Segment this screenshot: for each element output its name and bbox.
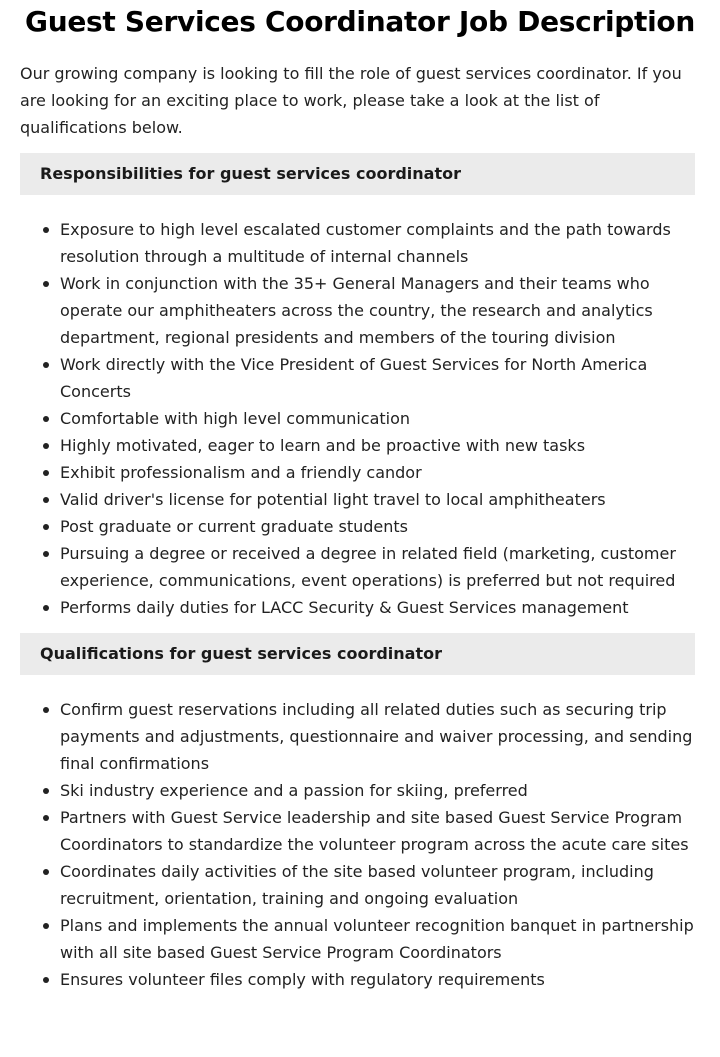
page-title: Guest Services Coordinator Job Description — [25, 5, 695, 38]
responsibility-item: Performs daily duties for LACC Security & Guest Services management — [60, 594, 700, 621]
qualification-item: Confirm guest reservations including all related duties such as securing trip payments and adjustments, questionnaire and waiver processing, and sending final confirmations — [60, 696, 700, 777]
responsibility-item: Highly motivated, eager to learn and be proactive with new tasks — [60, 432, 700, 459]
responsibilities-heading: Responsibilities for guest services coordinator — [20, 153, 695, 195]
qualifications-list — [0, 696, 700, 993]
responsibility-item: Exposure to high level escalated customer complaints and the path towards resolution through a multitude of internal channels — [60, 216, 700, 270]
responsibility-item: Valid driver's license for potential light travel to local amphitheaters — [60, 486, 700, 513]
responsibility-item: Pursuing a degree or received a degree in related field (marketing, customer experience, communications, event operations) is preferred but not required — [60, 540, 700, 594]
qualification-item: Partners with Guest Service leadership and site based Guest Service Program Coordinators to standardize the volunteer program across the acute care sites — [60, 804, 700, 858]
responsibility-item: Work directly with the Vice President of Guest Services for North America Concerts — [60, 351, 700, 405]
responsibility-item: Work in conjunction with the 35+ General Managers and their teams who operate our amphitheaters across the country, the research and analytics department, regional presidents and members of the touring division — [60, 270, 700, 351]
responsibilities-list — [0, 216, 700, 621]
qualifications-heading: Qualifications for guest services coordinator — [20, 633, 695, 675]
responsibility-item: Exhibit professionalism and a friendly candor — [60, 459, 700, 486]
qualification-item: Ensures volunteer files comply with regulatory requirements — [60, 966, 700, 993]
responsibility-item: Post graduate or current graduate students — [60, 513, 700, 540]
responsibility-item: Comfortable with high level communication — [60, 405, 700, 432]
qualification-item: Coordinates daily activities of the site based volunteer program, including recruitment, orientation, training and ongoing evaluation — [60, 858, 700, 912]
qualification-item: Ski industry experience and a passion for skiing, preferred — [60, 777, 700, 804]
intro-paragraph: Our growing company is looking to fill the role of guest services coordinator. If you are looking for an exciting place to work, please take a look at the list of qualifications below. — [20, 64, 682, 137]
qualification-item: Plans and implements the annual volunteer recognition banquet in partnership with all site based Guest Service Program Coordinators — [60, 912, 700, 966]
